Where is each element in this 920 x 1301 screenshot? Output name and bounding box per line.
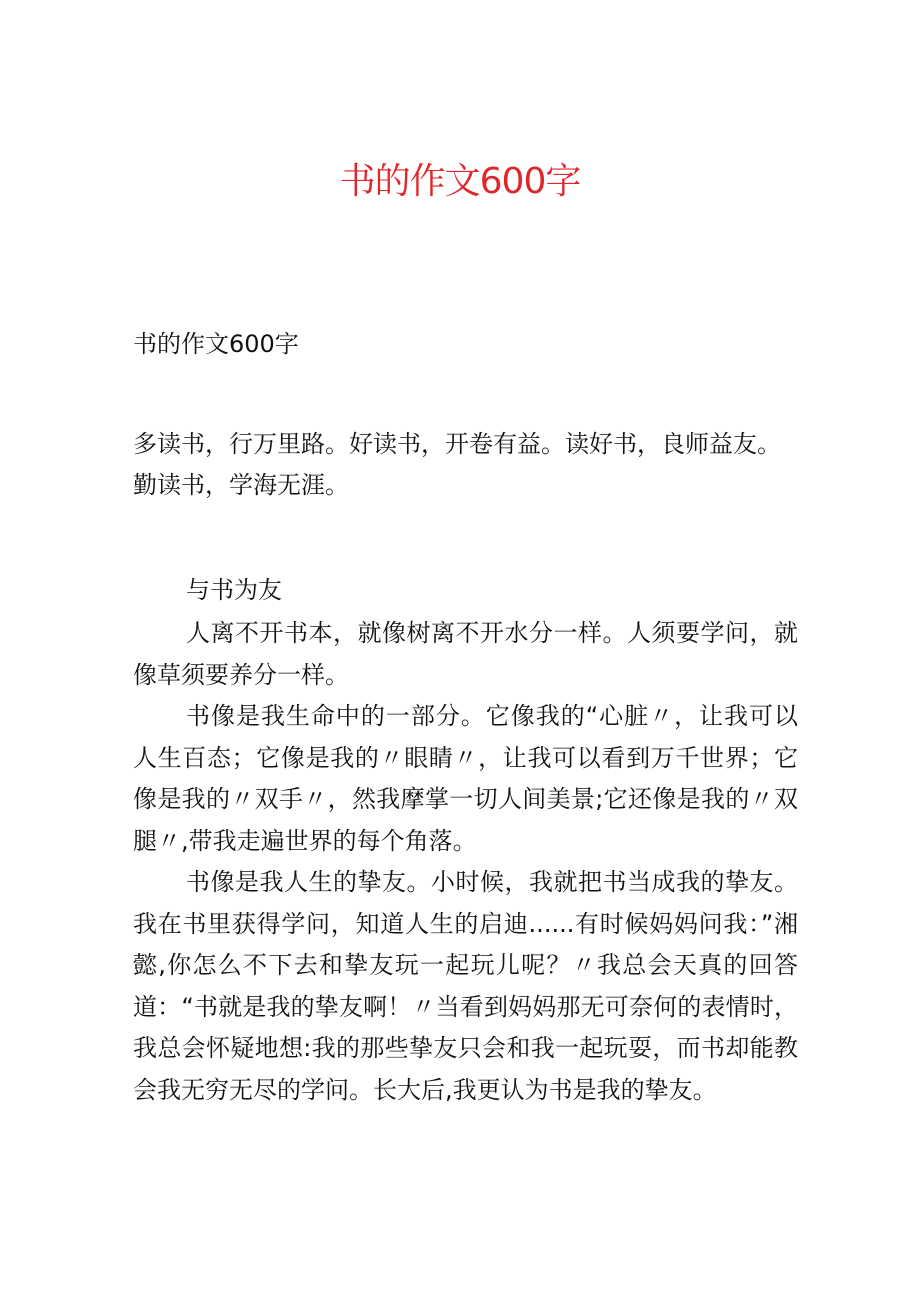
section-heading: 与书为友 [186, 576, 282, 604]
paragraph: 书像是我人生的挚友。小时候，我就把书当成我的挚友。我在书里获得学问，知道人生的启迪......有时候妈妈问我：”湘懿,你怎么不下去和挚友玩一起玩儿呢？〃我总会天真的回答道：“书就是我的挚友啊！〃当看到妈妈那无可奈何的表情时，我总会怀疑地想:我的那些挚友只会和我一起玩耍，而书却能教会我无穷无尽的学问。长大后,我更认为书是我的挚友。 [133, 868, 798, 1104]
intro-block [133, 424, 813, 506]
intro-line: 勤读书，学海无涯。 [133, 471, 349, 499]
paragraph: 书像是我生命中的一部分。它像我的“心脏〃，让我可以人生百态；它像是我的〃眼睛〃，让我可以看到万千世界；它像是我的〃双手〃，然我摩掌一切人间美景;它还像是我的〃双腿〃,带我走遍世界的每个角落。 [133, 702, 798, 855]
document-title: 书的作文600字 [339, 161, 581, 202]
document-subtitle: 书的作文600字 [133, 330, 299, 358]
body-text [133, 613, 798, 1111]
paragraph: 人离不开书本，就像树离不开水分一样。人须要学问，就像草须要养分一样。 [133, 619, 798, 689]
intro-line: 多读书，行万里路。好读书，开卷有益。读好书，良师益友。 [133, 430, 781, 458]
